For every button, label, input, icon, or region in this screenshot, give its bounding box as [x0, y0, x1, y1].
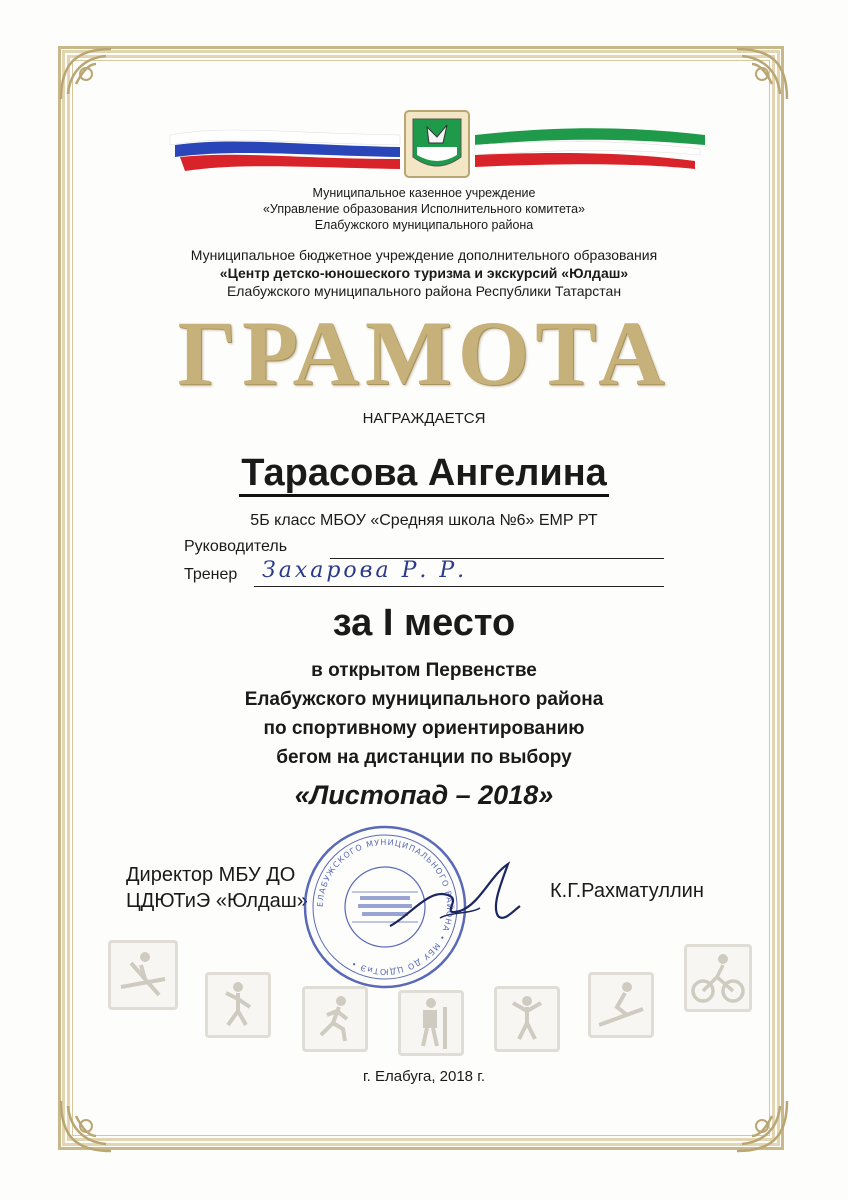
- signer-name: К.Г.Рахматуллин: [550, 880, 704, 902]
- recipient-name-text: Тарасова Ангелина: [239, 452, 609, 497]
- climbing-icon: [205, 972, 271, 1038]
- event-line4: бегом на дистанции по выбору: [276, 747, 572, 768]
- org2-line3: Елабужского муниципального района Республики Татарстан: [226, 283, 622, 299]
- kayak-icon: [108, 940, 178, 1010]
- recipient-name: [0, 452, 848, 495]
- event-line2: Елабужского муниципального района: [244, 689, 604, 710]
- org1-line3: Елабужского муниципального района: [314, 218, 534, 232]
- page-title: ГРАМОТА: [177, 302, 671, 404]
- event-line1: в открытом Первенстве: [311, 660, 537, 681]
- hiker-icon: [398, 990, 464, 1056]
- cyclist-icon: [684, 944, 752, 1012]
- corner-ornament-icon: [56, 44, 116, 104]
- mountaineer-icon: [494, 986, 560, 1052]
- coach-label: Тренер: [184, 566, 238, 583]
- award-place: за I место: [332, 602, 516, 644]
- awarded-label: НАГРАЖДАЕТСЯ: [362, 410, 486, 427]
- runner-icon: [302, 986, 368, 1052]
- corner-ornament-icon: [56, 1096, 116, 1156]
- director-position-line1: Директор МБУ ДО: [126, 864, 296, 886]
- handwritten-signature-icon: [380, 856, 530, 936]
- svg-text:ЕЛАБУЖСКОГО МУНИЦИПАЛЬНОГО РАЙ: ЕЛАБУЖСКОГО МУНИЦИПАЛЬНОГО РАЙОНА • МБУ ДО ЦДЮТиЭ •: [315, 837, 455, 977]
- event-line3: по спортивному ориентированию: [263, 718, 585, 739]
- coach-handwritten: Захарова Р. Р.: [262, 558, 468, 583]
- corner-ornament-icon: [732, 44, 792, 104]
- org2-line1: Муниципальное бюджетное учреждение дополнительного образования: [190, 247, 658, 263]
- skier-icon: [588, 972, 654, 1038]
- flag-ribbon-icon: [165, 105, 710, 180]
- org1-line1: Муниципальное казенное учреждение: [312, 186, 536, 200]
- org1-line2: «Управление образования Исполнительного комитета»: [262, 202, 585, 216]
- supervisor-label: Руководитель: [184, 538, 288, 555]
- director-position-line2: ЦДЮТиЭ «Юлдаш»: [126, 890, 308, 912]
- org2-line2: «Центр детско-юношеского туризма и экскурсий «Юлдаш»: [219, 265, 629, 281]
- recipient-school: 5Б класс МБОУ «Средняя школа №6» ЕМР РТ: [250, 512, 598, 529]
- coach-line: [254, 586, 664, 587]
- place-date: г. Елабуга, 2018 г.: [363, 1068, 485, 1085]
- corner-ornament-icon: [732, 1096, 792, 1156]
- competition-name: «Листопад – 2018»: [294, 780, 554, 810]
